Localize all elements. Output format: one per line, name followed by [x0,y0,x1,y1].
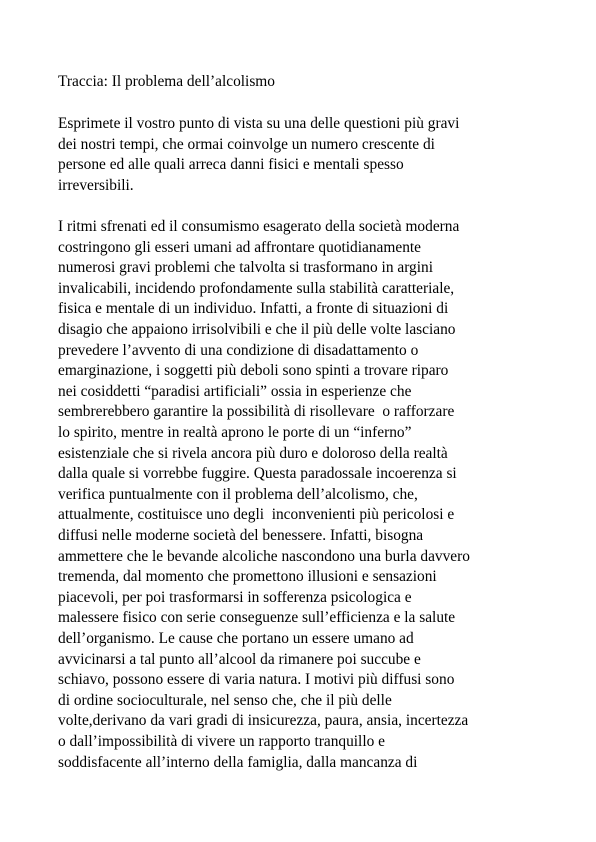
body-line: tremenda, dal momento che promettono illusioni e sensazioni [58,568,437,586]
prompt-line: dei nostri tempi, che ormai coinvolge un numero crescente di [58,135,435,153]
body-line: prevedere l’avvento di una condizione di disadattamento o [58,341,419,359]
body-line: schiavo, possono essere di varia natura. I motivi più diffusi sono [58,671,455,689]
body-line: dalla quale si vorrebbe fuggire. Questa paradossale incoerenza si [58,465,457,483]
body-line: dell’organismo. Le cause che portano un essere umano ad [58,630,414,647]
body-line: numerosi gravi problemi che talvolta si trasformano in argini [58,259,433,277]
body-line: esistenziale che si rivela ancora più duro e doloroso della realtà [58,444,448,462]
prompt-line: persone ed alle quali arreca danni fisici e mentali spesso [58,156,404,174]
document-title: Traccia: Il problema dell’alcolismo [58,73,275,90]
body-line: emarginazione, i soggetti più deboli sono spinti a trovare riparo [58,362,449,380]
body-line: fisica e mentale di un individuo. Infatti, a fronte di situazioni di [58,300,449,318]
body-line: di ordine socioculturale, nel senso che, che il più delle [58,691,392,709]
body-line: lo spirito, mentre in realtà aprono le porte di un “inferno” [58,424,412,441]
body-line: o dall’impossibilità di vivere un rapporto tranquillo e [58,733,385,750]
body-line: nei cosiddetti “paradisi artificiali” ossia in esperienze che [58,382,412,400]
prompt-line: irreversibili. [58,176,134,194]
body-line: volte,derivano da vari gradi di insicurezza, paura, ansia, incertezza [58,712,469,730]
body-line: sembrerebbero garantire la possibilità di risollevare o rafforzare [58,403,455,421]
body-line: verifica puntualmente con il problema dell’alcolismo, che, [58,485,418,503]
body-line: avvicinarsi a tal punto all’alcool da rimanere poi succube e [58,650,421,668]
prompt-line: Esprimete il vostro punto di vista su una delle questioni più gravi [58,115,460,132]
body-line: malessere fisico con serie conseguenze sull’efficienza e la salute [58,609,456,627]
body-line: I ritmi sfrenati ed il consumismo esagerato della società moderna [58,218,460,235]
body-line: invalicabili, incidendo profondamente sulla stabilità caratteriale, [58,279,455,297]
body-line: soddisfacente all’interno della famiglia, dalla mancanza di [58,753,418,771]
body-line: costringono gli esseri umani ad affrontare quotidianamente [58,238,421,256]
body-line: piacevoli, per poi trasformarsi in sofferenza psicologica e [58,588,412,606]
body-line: diffusi nelle moderne società del benessere. Infatti, bisogna [58,527,424,544]
body-line: ammettere che le bevande alcoliche nascondono una burla davvero [58,547,470,565]
body-line: disagio che appaiono irrisolvibili e che il più delle volte lasciano [58,321,456,338]
body-line: attualmente, costituisce uno degli inconvenienti più pericolosi e [58,506,455,524]
